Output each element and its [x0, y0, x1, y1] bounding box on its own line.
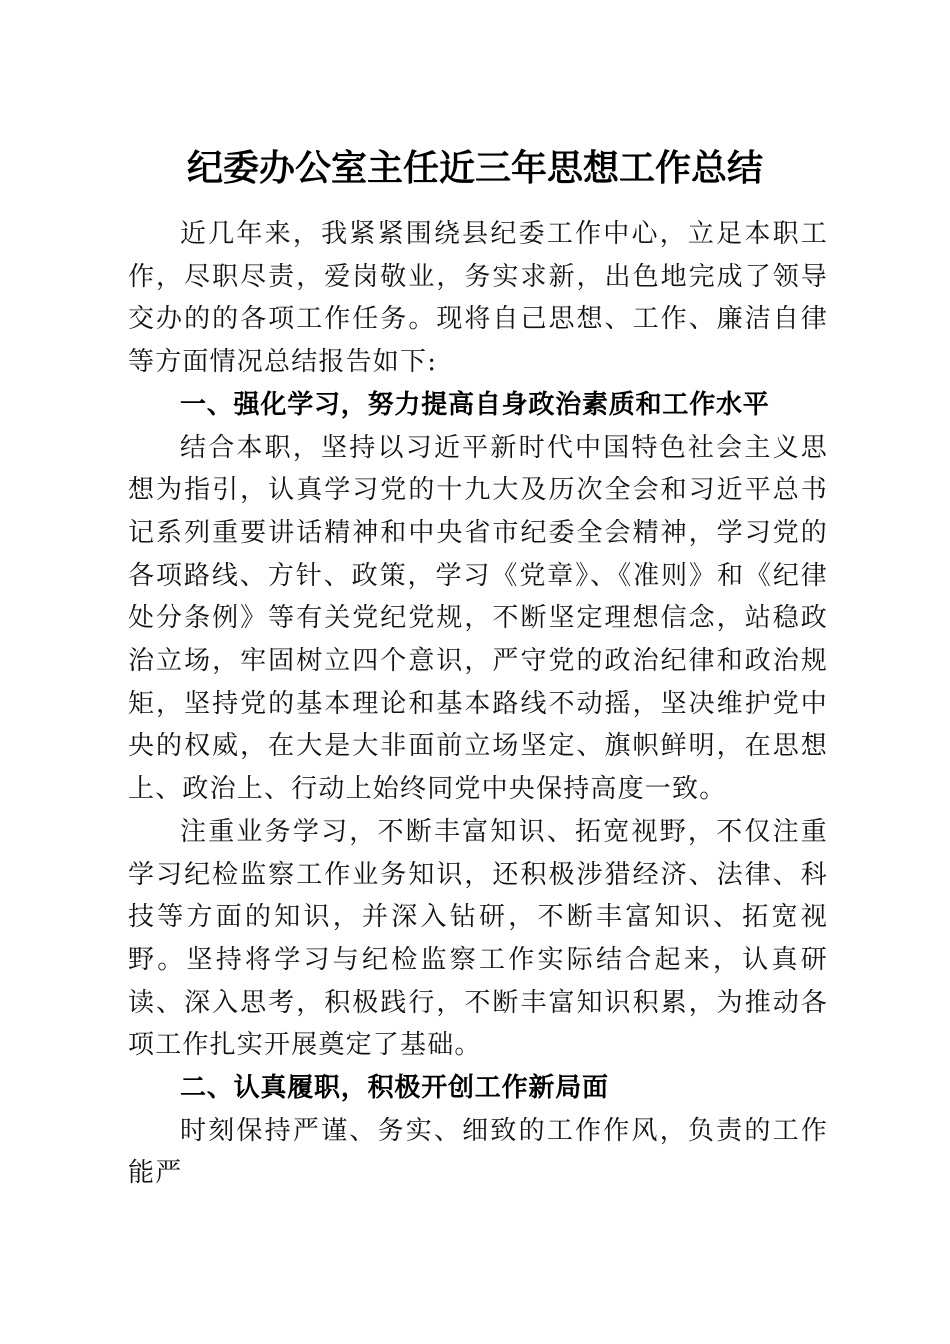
- paragraph-intro: 近几年来，我紧紧围绕县纪委工作中心，立足本职工作，尽职尽责，爱岗敬业，务实求新，出色地完成了领导交办的的各项工作任务。现将自己思想、工作、廉洁自律等方面情况总结报告如下:: [128, 219, 828, 378]
- section-heading-2: 二、认真履职，积极开创工作新局面: [180, 1073, 609, 1104]
- paragraph-study-politics: 结合本职，坚持以习近平新时代中国特色社会主义思想为指引，认真学习党的十九大及历次全会和习近平总书记系列重要讲话精神和中央省市纪委全会精神，学习党的各项路线、方针、政策，学习《党章》、《准则》和《纪律处分条例》等有关党纪党规，不断坚定理想信念，站稳政治立场，牢固树立四个意识，严守党的政治纪律和政治规矩，坚持党的基本理论和基本路线不动摇，坚决维护党中央的权威，在大是大非面前立场坚定、旗帜鲜明，在思想上、政治上、行动上始终同党中央保持高度一致。: [128, 432, 828, 805]
- paragraph-study-business: 注重业务学习，不断丰富知识、拓宽视野，不仅注重学习纪检监察工作业务知识，还积极涉猎经济、法律、科技等方面的知识，并深入钻研，不断丰富知识、拓宽视野。坚持将学习与纪检监察工作实际结合起来，认真研读、深入思考，积极践行，不断丰富知识积累，为推动各项工作扎实开展奠定了基础。: [128, 816, 828, 1061]
- document-body: [128, 213, 828, 1195]
- document-title: 纪委办公室主任近三年思想工作总结: [186, 148, 763, 189]
- paragraph-work-style: 时刻保持严谨、务实、细致的工作作风，负责的工作能严: [128, 1115, 828, 1189]
- section-heading-1: 一、强化学习，努力提高自身政治素质和工作水平: [180, 389, 770, 420]
